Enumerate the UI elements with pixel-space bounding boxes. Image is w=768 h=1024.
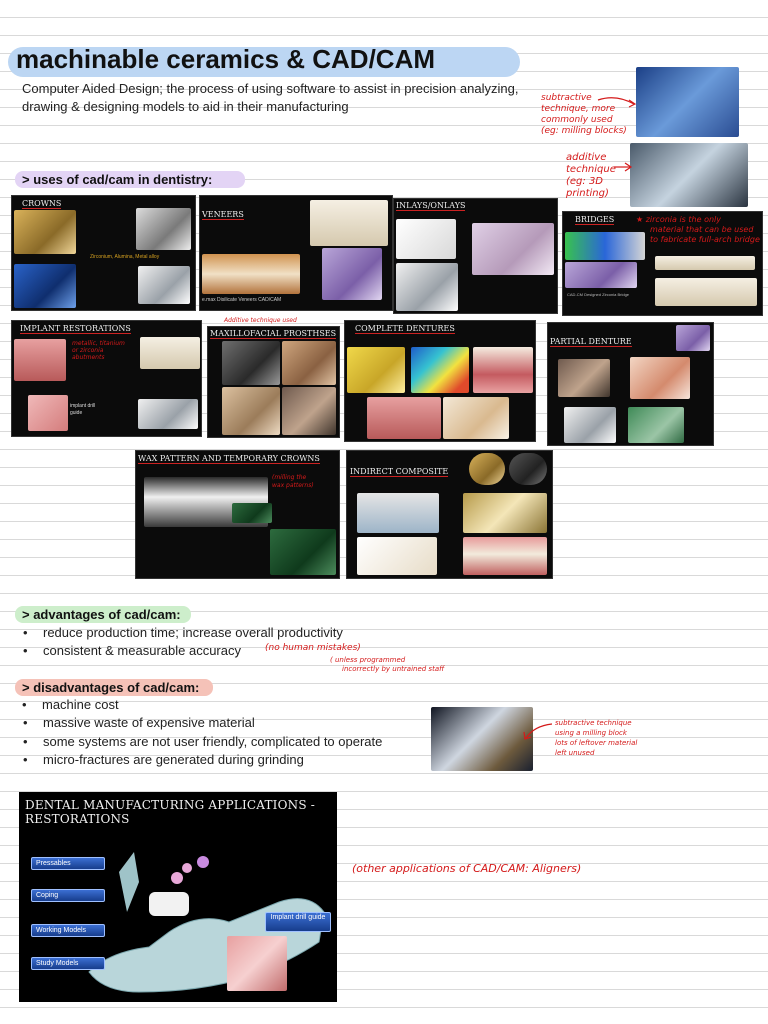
implant-note-line: or zirconia <box>72 347 104 354</box>
advantages-heading: > advantages of cad/cam: <box>22 607 181 622</box>
waste-note-line: using a milling block <box>555 729 627 737</box>
other-applications-note: (other applications of CAD/CAM: Aligners) <box>352 862 582 875</box>
implant-image <box>140 337 200 369</box>
subtractive-note-line: subtractive <box>541 93 592 103</box>
crowns-caption: Zirconium, Alumina, Metal alloy <box>90 254 160 260</box>
bridges-image <box>565 262 637 288</box>
maxillofacial-panel <box>207 326 340 438</box>
unless-note <box>330 656 444 674</box>
indirect-composite-image <box>357 537 437 575</box>
zirconia-note <box>636 215 760 245</box>
implant-drill-guide-image <box>28 395 68 431</box>
indirect-composite-image <box>357 493 439 533</box>
inlays-image <box>396 219 456 259</box>
subtractive-arrow-icon <box>596 94 638 110</box>
intro-text: Computer Aided Design; the process of using software to assist in precision analyzing, drawing & designing models to aid in their manufacturing <box>22 81 519 114</box>
working-models-button[interactable]: Working Models <box>31 924 105 937</box>
waste-note-line: lots of leftover material <box>555 739 638 747</box>
zirconia-note-line: material that can be used <box>650 225 754 234</box>
complete-dentures-image <box>367 397 441 439</box>
manufacturing-title: DENTAL MANUFACTURING APPLICATIONS - RESTORATIONS <box>25 798 316 826</box>
implant-label: IMPLANT RESTORATIONS <box>20 324 131 333</box>
implant-image <box>14 339 66 381</box>
additive-note-line: printing) <box>566 188 609 199</box>
implant-panel <box>11 320 202 437</box>
subtractive-note-line: technique, more <box>541 104 616 114</box>
maxillofacial-note: Additive technique used <box>224 317 297 324</box>
indirect-composite-image <box>469 453 505 485</box>
zirconia-note-line: ★ zirconia is the only <box>636 215 721 224</box>
pressables-button[interactable]: Pressables <box>31 857 105 870</box>
disadvantage-item: • machine cost <box>42 697 119 712</box>
veneers-image <box>310 200 388 246</box>
bridges-image <box>655 256 755 270</box>
bridges-caption: CAD-CM Designed Zirconia Bridge <box>567 292 630 297</box>
disadvantage-item: • micro-fractures are generated during grinding <box>43 752 304 767</box>
veneers-image <box>202 254 300 294</box>
indirect-composite-label: INDIRECT COMPOSITE <box>350 467 449 476</box>
veneers-panel <box>199 195 393 311</box>
unless-note-line: incorrectly by untrained staff <box>342 665 445 673</box>
milling-block-image <box>431 707 533 771</box>
partial-denture-label: PARTIAL DENTURE <box>550 337 632 346</box>
maxillofacial-image <box>282 341 336 385</box>
advantage-item: • consistent & measurable accuracy <box>43 643 241 658</box>
study-models-button[interactable]: Study Models <box>31 957 105 970</box>
inlays-image <box>472 223 554 275</box>
maxillofacial-label: MAXILLOFACIAL PROSTHSES <box>210 329 337 338</box>
maxillofacial-image <box>222 341 280 385</box>
wax-note-line: wax patterns) <box>272 482 314 489</box>
crowns-panel <box>11 195 196 311</box>
zirconia-note-line: to fabricate full-arch bridge <box>650 235 760 244</box>
disadvantages-heading: > disadvantages of cad/cam: <box>22 680 200 695</box>
maxillofacial-image <box>282 387 336 435</box>
partial-denture-image <box>558 359 610 397</box>
milling-machine-image <box>636 67 739 137</box>
partial-denture-panel <box>547 322 714 446</box>
wax-pattern-panel <box>135 450 340 579</box>
uses-heading: > uses of cad/cam in dentistry: <box>22 172 213 187</box>
inlays-label: INLAYS/ONLAYS <box>396 201 466 210</box>
additive-note <box>566 152 616 200</box>
complete-dentures-image <box>347 347 405 393</box>
advantage-item: • reduce production time; increase overall productivity <box>43 625 343 640</box>
wax-pattern-image <box>232 503 272 523</box>
partial-denture-image <box>630 357 690 399</box>
partial-denture-image <box>628 407 684 443</box>
disadvantage-item: • some systems are not user friendly, complicated to operate <box>43 734 382 749</box>
complete-dentures-image <box>411 347 469 393</box>
additive-note-line: additive <box>566 152 607 163</box>
inlays-image <box>396 263 458 311</box>
drill-guide-image <box>227 936 287 991</box>
subtractive-note-line: (eg: milling blocks) <box>541 126 627 136</box>
indirect-composite-panel <box>346 450 553 579</box>
inlays-panel <box>393 198 558 314</box>
waste-note-line: subtractive technique <box>555 719 632 727</box>
crowns-image <box>14 264 76 308</box>
manufacturing-panel <box>19 792 337 1002</box>
crowns-image <box>138 266 190 304</box>
implant-note <box>72 340 125 361</box>
wax-pattern-image <box>270 529 336 575</box>
veneers-image <box>322 248 382 300</box>
accuracy-note: (no human mistakes) <box>265 643 361 653</box>
additive-note-line: (eg: 3D <box>566 176 604 187</box>
crowns-image <box>136 208 191 250</box>
unless-note-line: ( unless programmed <box>330 656 406 664</box>
additive-arrow-icon <box>612 160 634 174</box>
wax-note-line: (milling the <box>272 474 307 481</box>
waste-arrow-icon <box>520 722 554 744</box>
bridges-label: BRIDGES <box>575 215 615 224</box>
partial-denture-image <box>564 407 616 443</box>
waste-note-line: left unused <box>555 749 595 757</box>
complete-dentures-label: COMPLETE DENTURES <box>355 324 455 333</box>
subtractive-note-line: commonly used <box>541 115 613 125</box>
crowns-image <box>14 210 76 254</box>
complete-dentures-image <box>473 347 533 393</box>
coping-button[interactable]: Coping <box>31 889 105 902</box>
indirect-composite-image <box>463 537 547 575</box>
implant-note-line: abutments <box>72 354 105 361</box>
implant-drill-guide-button[interactable]: Implant drill guide <box>265 912 331 932</box>
crowns-label: CROWNS <box>22 199 62 208</box>
page-title: machinable ceramics & CAD/CAM <box>16 44 436 74</box>
implant-note-line: metallic, titanium <box>72 340 125 347</box>
implant-caption: implant drill guide <box>70 403 96 416</box>
3d-printer-image <box>630 143 748 207</box>
complete-dentures-image <box>443 397 509 439</box>
partial-denture-image <box>676 325 710 351</box>
additive-note-line: technique <box>566 164 616 175</box>
wax-pattern-label: WAX PATTERN AND TEMPORARY CROWNS <box>138 454 320 463</box>
veneers-label: VENEERS <box>202 210 244 219</box>
bridges-image <box>655 278 757 306</box>
bridges-image <box>565 232 645 260</box>
maxillofacial-image <box>222 387 280 435</box>
indirect-composite-image <box>509 453 547 485</box>
disadvantage-item: • massive waste of expensive material <box>43 715 255 730</box>
waste-note <box>555 718 637 758</box>
veneers-caption: e.max Disilicate Veneers CAD/CAM <box>202 297 282 303</box>
implant-image <box>138 399 198 429</box>
complete-dentures-panel <box>344 320 536 442</box>
wax-note <box>272 474 314 490</box>
indirect-composite-image <box>463 493 547 533</box>
